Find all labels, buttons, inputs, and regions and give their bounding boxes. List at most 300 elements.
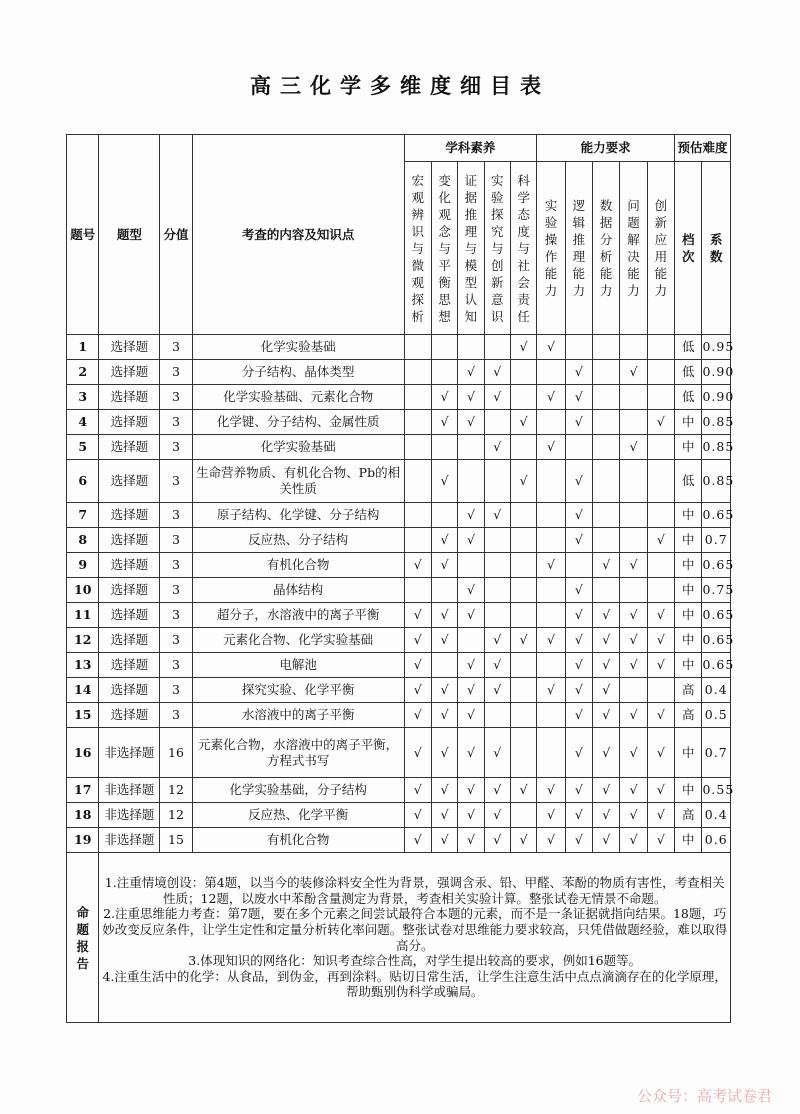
check-cell [431, 653, 457, 678]
cell-content: 晶体结构 [192, 578, 404, 603]
check-mark: √ [493, 507, 502, 523]
check-cell [565, 728, 592, 778]
check-cell [431, 335, 457, 360]
check-cell [510, 360, 536, 385]
check-cell [510, 653, 536, 678]
cell-score: 3 [160, 578, 192, 603]
check-cell [484, 778, 510, 803]
header-literacy-4: 实验探究与创新意识 [484, 162, 510, 335]
check-cell [510, 678, 536, 703]
check-cell [484, 385, 510, 410]
check-cell [484, 553, 510, 578]
check-cell [647, 603, 674, 628]
cell-no: 4 [67, 410, 99, 435]
cell-type: 非选择题 [99, 828, 160, 853]
check-mark: √ [466, 707, 475, 723]
check-cell [431, 678, 457, 703]
header-literacy-5: 科学态度与社会责任 [510, 162, 536, 335]
cell-no: 9 [67, 553, 99, 578]
check-mark: √ [574, 414, 583, 430]
check-cell [593, 385, 620, 410]
cell-score: 3 [160, 628, 192, 653]
cell-score: 3 [160, 603, 192, 628]
check-cell [565, 335, 592, 360]
check-cell [593, 728, 620, 778]
check-cell [404, 828, 431, 853]
header-literacy-1: 宏观辨识与微观探析 [404, 162, 431, 335]
check-mark: √ [629, 439, 638, 455]
cell-content: 有机化合物 [192, 828, 404, 853]
check-mark: √ [440, 682, 449, 698]
check-mark: √ [519, 473, 528, 489]
check-mark: √ [466, 744, 475, 760]
check-cell [620, 678, 647, 703]
table-row [67, 460, 731, 503]
check-mark: √ [602, 832, 611, 848]
check-mark: √ [574, 582, 583, 598]
check-cell [537, 553, 565, 578]
check-cell [458, 653, 484, 678]
cell-content: 化学实验基础、元素化合物 [192, 385, 404, 410]
cell-coef: 0.85 [702, 435, 731, 460]
check-cell [620, 603, 647, 628]
check-mark: √ [629, 744, 638, 760]
header-ability-group: 能力要求 [537, 135, 675, 162]
check-mark: √ [493, 364, 502, 380]
check-mark: √ [546, 782, 555, 798]
check-cell [431, 553, 457, 578]
cell-no: 1 [67, 335, 99, 360]
cell-coef: 0.90 [702, 385, 731, 410]
check-cell [458, 460, 484, 503]
check-cell [431, 385, 457, 410]
check-mark: √ [493, 782, 502, 798]
check-mark: √ [574, 807, 583, 823]
cell-content: 元素化合物，水溶液中的离子平衡，方程式书写 [192, 728, 404, 778]
check-cell [593, 828, 620, 853]
check-mark: √ [413, 657, 422, 673]
cell-type: 选择题 [99, 678, 160, 703]
cell-type: 选择题 [99, 335, 160, 360]
check-cell [458, 603, 484, 628]
check-mark: √ [493, 832, 502, 848]
header-score: 分值 [160, 135, 192, 335]
cell-level: 中 [675, 435, 702, 460]
check-cell [537, 578, 565, 603]
check-mark: √ [656, 607, 665, 623]
check-cell [404, 335, 431, 360]
check-cell [537, 603, 565, 628]
cell-content: 元素化合物、化学实验基础 [192, 628, 404, 653]
header-literacy-3: 证据推理与模型认知 [458, 162, 484, 335]
check-cell [647, 528, 674, 553]
check-cell [537, 410, 565, 435]
check-mark: √ [519, 339, 528, 355]
cell-content: 原子结构、化学键、分子结构 [192, 503, 404, 528]
check-mark: √ [546, 389, 555, 405]
cell-score: 16 [160, 728, 192, 778]
cell-level: 低 [675, 360, 702, 385]
check-cell [565, 678, 592, 703]
cell-type: 选择题 [99, 435, 160, 460]
check-cell [537, 678, 565, 703]
check-cell [620, 435, 647, 460]
header-no: 题号 [67, 135, 99, 335]
cell-level: 中 [675, 503, 702, 528]
check-cell [565, 360, 592, 385]
cell-content: 化学键、分子结构、金属性质 [192, 410, 404, 435]
report-text [99, 853, 731, 1023]
specification-table [66, 134, 735, 1023]
check-cell [431, 578, 457, 603]
header-ability-5: 创新应用能力 [647, 162, 674, 335]
check-cell [593, 528, 620, 553]
check-cell [458, 503, 484, 528]
check-cell [458, 628, 484, 653]
cell-type: 选择题 [99, 628, 160, 653]
check-cell [510, 528, 536, 553]
check-mark: √ [656, 657, 665, 673]
cell-level: 低 [675, 460, 702, 503]
cell-no: 5 [67, 435, 99, 460]
check-mark: √ [574, 782, 583, 798]
check-cell [565, 528, 592, 553]
check-cell [484, 578, 510, 603]
check-cell [537, 360, 565, 385]
check-cell [593, 460, 620, 503]
check-mark: √ [656, 414, 665, 430]
cell-coef: 0.7 [702, 728, 731, 778]
check-cell [484, 335, 510, 360]
check-cell [565, 603, 592, 628]
check-cell [458, 410, 484, 435]
check-mark: √ [574, 473, 583, 489]
check-cell [593, 435, 620, 460]
check-mark: √ [629, 807, 638, 823]
cell-no: 19 [67, 828, 99, 853]
check-mark: √ [574, 682, 583, 698]
check-cell [484, 360, 510, 385]
header-ability-4: 问题解决能力 [620, 162, 647, 335]
report-paragraph: 2.注重思维能力考查：第7题，要在多个元素之间尝试最符合本题的元素，而不是一条证据就指向结果。18题，巧妙改变反应条件，让学生定性和定量分析转化率问题。整张试卷对思维能力要求较高，只凭借做题经验，难以取得高分。 [102, 906, 728, 953]
cell-coef: 0.6 [702, 828, 731, 853]
table-row [67, 385, 731, 410]
check-mark: √ [413, 807, 422, 823]
check-cell [647, 578, 674, 603]
check-mark: √ [629, 364, 638, 380]
check-mark: √ [466, 389, 475, 405]
check-mark: √ [493, 389, 502, 405]
check-mark: √ [519, 632, 528, 648]
check-mark: √ [656, 832, 665, 848]
check-mark: √ [493, 657, 502, 673]
check-mark: √ [493, 632, 502, 648]
check-cell [510, 803, 536, 828]
check-cell [484, 435, 510, 460]
check-mark: √ [656, 807, 665, 823]
check-cell [593, 653, 620, 678]
check-mark: √ [493, 439, 502, 455]
check-mark: √ [602, 682, 611, 698]
check-mark: √ [602, 657, 611, 673]
check-mark: √ [413, 632, 422, 648]
check-cell [647, 803, 674, 828]
check-cell [404, 728, 431, 778]
cell-score: 12 [160, 778, 192, 803]
cell-score: 3 [160, 385, 192, 410]
check-mark: √ [440, 744, 449, 760]
check-cell [484, 410, 510, 435]
check-cell [620, 503, 647, 528]
check-mark: √ [574, 607, 583, 623]
cell-level: 高 [675, 703, 702, 728]
check-cell [510, 628, 536, 653]
check-cell [620, 335, 647, 360]
header-content: 考查的内容及知识点 [192, 135, 404, 335]
cell-type: 选择题 [99, 460, 160, 503]
check-mark: √ [629, 657, 638, 673]
check-cell [537, 653, 565, 678]
cell-coef: 0.7 [702, 528, 731, 553]
cell-no: 14 [67, 678, 99, 703]
check-cell [484, 728, 510, 778]
check-cell [647, 778, 674, 803]
cell-content: 水溶液中的离子平衡 [192, 703, 404, 728]
report-paragraph: 1.注重情境创设：第4题，以当今的装修涂料安全性为背景，强调含汞、铅、甲醛、苯酚的物质有害性，考查相关性质；12题，以废水中苯酚含量测定为背景，考查相关实验计算。整张试卷无情景不命题。 [104, 875, 725, 906]
cell-no: 16 [67, 728, 99, 778]
check-cell [458, 385, 484, 410]
check-cell [484, 703, 510, 728]
check-cell [510, 553, 536, 578]
check-cell [484, 460, 510, 503]
check-mark: √ [466, 682, 475, 698]
check-cell [620, 385, 647, 410]
cell-level: 中 [675, 728, 702, 778]
table-row [67, 578, 731, 603]
table-row [67, 435, 731, 460]
check-cell [404, 778, 431, 803]
header-ability-2: 逻辑推理能力 [565, 162, 592, 335]
check-cell [458, 778, 484, 803]
check-cell [404, 528, 431, 553]
check-mark: √ [466, 832, 475, 848]
cell-score: 15 [160, 828, 192, 853]
check-mark: √ [546, 439, 555, 455]
check-mark: √ [602, 744, 611, 760]
check-cell [458, 678, 484, 703]
table-row [67, 410, 731, 435]
check-cell [593, 360, 620, 385]
check-cell [510, 778, 536, 803]
check-cell [510, 435, 536, 460]
check-cell [404, 603, 431, 628]
cell-content: 生命营养物质、有机化合物、Pb的相关性质 [192, 460, 404, 503]
check-cell [458, 828, 484, 853]
check-cell [647, 703, 674, 728]
cell-score: 3 [160, 553, 192, 578]
cell-coef: 0.95 [702, 335, 731, 360]
check-cell [593, 553, 620, 578]
check-mark: √ [656, 632, 665, 648]
check-cell [404, 703, 431, 728]
cell-level: 中 [675, 778, 702, 803]
check-cell [458, 703, 484, 728]
table-row [67, 828, 731, 853]
check-mark: √ [629, 557, 638, 573]
check-cell [404, 360, 431, 385]
check-cell [404, 578, 431, 603]
check-cell [510, 410, 536, 435]
check-cell [484, 803, 510, 828]
check-cell [620, 803, 647, 828]
check-cell [537, 728, 565, 778]
header-ability-3: 数据分析能力 [593, 162, 620, 335]
check-mark: √ [602, 782, 611, 798]
check-cell [431, 778, 457, 803]
check-cell [537, 703, 565, 728]
table-row [67, 360, 731, 385]
check-mark: √ [466, 607, 475, 623]
cell-coef: 0.90 [702, 360, 731, 385]
check-mark: √ [656, 744, 665, 760]
cell-type: 选择题 [99, 503, 160, 528]
check-cell [458, 435, 484, 460]
check-mark: √ [440, 607, 449, 623]
check-cell [404, 553, 431, 578]
cell-type: 选择题 [99, 703, 160, 728]
check-cell [620, 460, 647, 503]
cell-coef: 0.65 [702, 653, 731, 678]
check-cell [537, 503, 565, 528]
cell-level: 高 [675, 678, 702, 703]
check-mark: √ [629, 707, 638, 723]
report-paragraph: 4.注重生活中的化学：从食品，到伪金，再到涂料。贴切日常生活，让学生注意生活中点点滴滴存在的化学原理，帮助甄别伪科学或骗局。 [102, 968, 727, 1000]
check-cell [537, 335, 565, 360]
check-mark: √ [466, 807, 475, 823]
cell-score: 3 [160, 653, 192, 678]
check-mark: √ [546, 807, 555, 823]
cell-coef: 0.4 [702, 678, 731, 703]
check-cell [647, 828, 674, 853]
cell-coef: 0.65 [702, 603, 731, 628]
cell-no: 3 [67, 385, 99, 410]
check-cell [593, 578, 620, 603]
check-mark: √ [574, 632, 583, 648]
check-cell [458, 728, 484, 778]
check-mark: √ [440, 832, 449, 848]
cell-coef: 0.4 [702, 803, 731, 828]
check-cell [647, 628, 674, 653]
check-mark: √ [574, 707, 583, 723]
check-mark: √ [440, 782, 449, 798]
check-cell [510, 335, 536, 360]
cell-content: 化学实验基础，分子结构 [192, 778, 404, 803]
check-cell [510, 578, 536, 603]
cell-no: 6 [67, 460, 99, 503]
check-cell [647, 553, 674, 578]
check-mark: √ [493, 744, 502, 760]
cell-score: 3 [160, 360, 192, 385]
cell-content: 反应热、分子结构 [192, 528, 404, 553]
check-cell [510, 460, 536, 503]
check-cell [565, 503, 592, 528]
check-mark: √ [629, 782, 638, 798]
check-cell [593, 335, 620, 360]
check-mark: √ [602, 557, 611, 573]
check-cell [620, 360, 647, 385]
check-cell [431, 360, 457, 385]
cell-type: 选择题 [99, 360, 160, 385]
check-cell [647, 435, 674, 460]
check-cell [537, 528, 565, 553]
check-cell [484, 503, 510, 528]
check-cell [431, 603, 457, 628]
check-cell [404, 435, 431, 460]
cell-no: 10 [67, 578, 99, 603]
check-cell [647, 410, 674, 435]
check-mark: √ [629, 632, 638, 648]
check-cell [565, 553, 592, 578]
cell-score: 12 [160, 803, 192, 828]
cell-type: 选择题 [99, 653, 160, 678]
check-mark: √ [629, 832, 638, 848]
cell-score: 3 [160, 528, 192, 553]
cell-level: 中 [675, 410, 702, 435]
check-mark: √ [440, 532, 449, 548]
cell-score: 3 [160, 703, 192, 728]
check-mark: √ [574, 507, 583, 523]
table-row [67, 628, 731, 653]
check-mark: √ [629, 607, 638, 623]
check-cell [593, 803, 620, 828]
check-cell [404, 503, 431, 528]
table-row [67, 653, 731, 678]
cell-no: 17 [67, 778, 99, 803]
cell-no: 7 [67, 503, 99, 528]
check-mark: √ [440, 557, 449, 573]
check-mark: √ [466, 582, 475, 598]
check-mark: √ [656, 707, 665, 723]
check-mark: √ [440, 807, 449, 823]
check-cell [565, 653, 592, 678]
check-mark: √ [440, 389, 449, 405]
check-mark: √ [466, 532, 475, 548]
cell-content: 有机化合物 [192, 553, 404, 578]
check-cell [431, 528, 457, 553]
cell-level: 中 [675, 528, 702, 553]
cell-level: 低 [675, 385, 702, 410]
check-cell [404, 803, 431, 828]
check-cell [565, 435, 592, 460]
cell-level: 中 [675, 578, 702, 603]
report-paragraph: 3.体现知识的网络化：知识考查综合性高，对学生提出较高的要求，例如16题等。 [188, 953, 642, 969]
check-cell [647, 678, 674, 703]
cell-coef: 0.65 [702, 628, 731, 653]
check-cell [537, 778, 565, 803]
check-mark: √ [519, 782, 528, 798]
check-mark: √ [574, 364, 583, 380]
check-cell [565, 803, 592, 828]
check-cell [565, 828, 592, 853]
check-cell [647, 653, 674, 678]
table-row [67, 778, 731, 803]
check-mark: √ [440, 414, 449, 430]
cell-content: 电解池 [192, 653, 404, 678]
cell-score: 3 [160, 335, 192, 360]
check-mark: √ [413, 557, 422, 573]
check-mark: √ [574, 532, 583, 548]
check-mark: √ [413, 707, 422, 723]
